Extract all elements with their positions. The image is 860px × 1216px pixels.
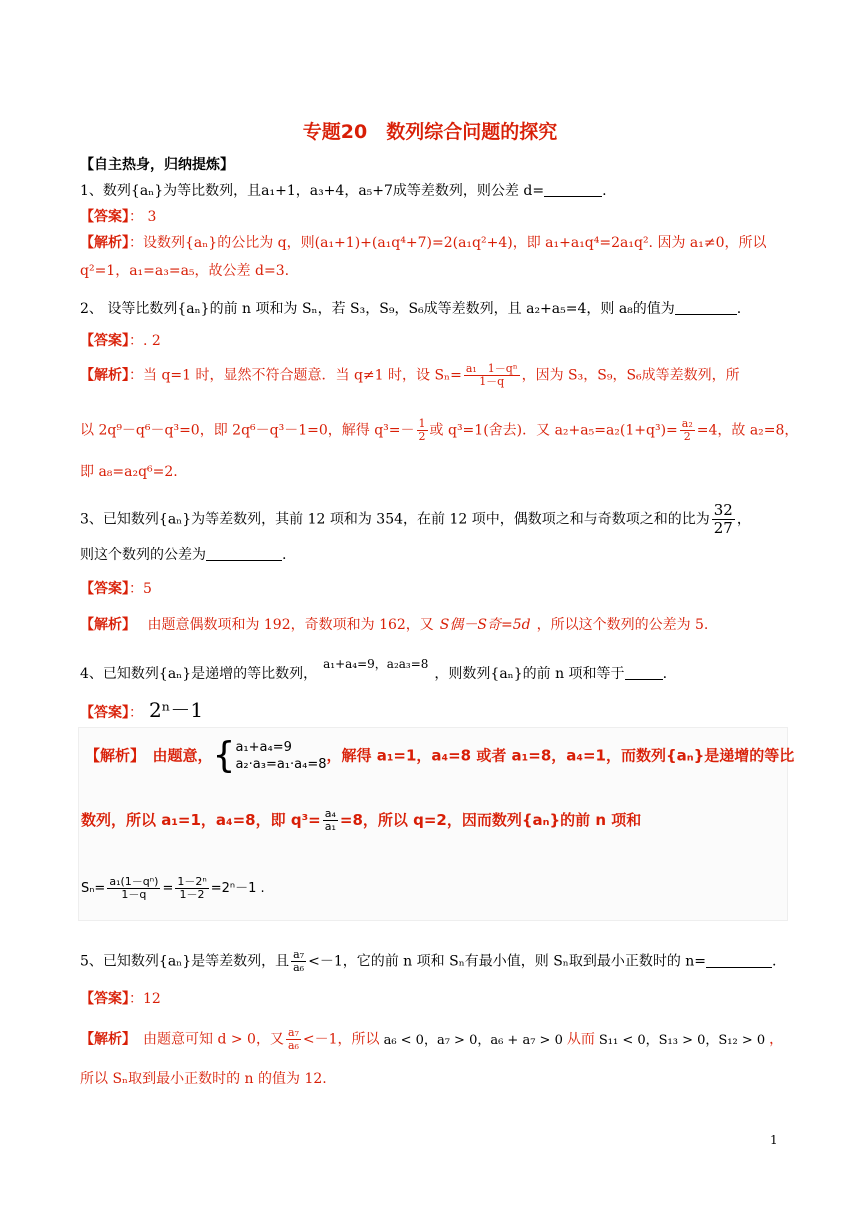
analysis-3-text-2: ，所以这个数列的公差为 5. xyxy=(536,617,709,633)
answer-4: 【答案】： 2ⁿ－1 xyxy=(80,698,204,722)
question-2: 2、 设等比数列{aₙ}的前 n 项和为 Sₙ，若 S₃，S₉，S₆成等差数列，且 a₂+a₅=4，则 a₈的值为 . xyxy=(80,301,742,317)
answer-tag: 【答案】 xyxy=(80,581,129,597)
fraction-numerator: 1－2ⁿ xyxy=(177,875,207,888)
analysis-5-end: ， xyxy=(769,1031,784,1048)
fraction-denominator: 1－q xyxy=(479,375,505,388)
analysis-2-text-4: 或 q³=1(舍去)．又 a₂+a₅=a₂(1+q³)= xyxy=(429,422,678,439)
question-1-text: 1、数列{aₙ}为等比数列，且a₁+1，a₃+4，a₅+7成等差数列，则公差 d= xyxy=(80,183,545,199)
question-3-text-2: 则这个数列的公差为 xyxy=(80,547,206,563)
question-1: 1、数列{aₙ}为等比数列，且a₁+1，a₃+4，a₅+7成等差数列，则公差 d= . xyxy=(80,183,607,199)
question-4-text-2: ，则数列{aₙ}的前 n 项和等于 xyxy=(434,666,625,682)
analysis-tag: 【解析】 xyxy=(85,746,138,765)
question-2-text: 2、 设等比数列{aₙ}的前 n 项和为 Sₙ，若 S₃，S₉，S₆成等差数列，且 a₂+a₅=4，则 a₈的值为 xyxy=(80,301,675,317)
page-title: 专题20 数列综合问题的探究 xyxy=(302,121,558,143)
analysis-1-line-1: 【解析】：设数列{aₙ}的公比为 q，则(a₁+1)+(a₁q⁴+7)=2(a₁q²+4)，即 a₁+a₁q⁴=2a₁q². 因为 a₁≠0，所以 xyxy=(80,235,767,251)
fraction xyxy=(175,876,208,901)
analysis-5-text-1: 由题意可知 d > 0，又 xyxy=(143,1031,284,1048)
analysis-1-line-2: q²=1，a₁=a₃=a₅，故公差 d=3. xyxy=(80,263,290,279)
equation-system xyxy=(235,739,326,773)
fraction-numerator: 32 xyxy=(713,501,733,519)
analysis-2-text-1: 当 q=1 时，显然不符合题意．当 q≠1 时，设 Sₙ= xyxy=(143,367,462,384)
fraction-numerator: a₇ xyxy=(287,1026,299,1039)
answer-blank xyxy=(544,182,602,197)
analysis-tag: 【解析】 xyxy=(80,235,129,251)
fraction xyxy=(464,363,520,388)
fraction-numerator: a₁(1－qⁿ) xyxy=(109,875,159,888)
analysis-4-rhs: =2ⁿ－1 . xyxy=(210,881,265,896)
analysis-2-line-2 xyxy=(80,418,798,443)
analysis-3-text-1: 由题意偶数项和为 192，奇数项和为 162，又 xyxy=(147,617,434,633)
question-3-line-1 xyxy=(80,502,751,537)
question-4-condition: a₁+a₄=9，a₂a₃=8 xyxy=(323,657,429,671)
analysis-5-line-2: 所以 Sₙ取到最小正数时的 n 的值为 12. xyxy=(80,1071,327,1087)
analysis-5-text-2: <－1，所以 xyxy=(302,1031,380,1048)
analysis-2-text-2: ，因为 S₃，S₉，S₆成等差数列，所 xyxy=(521,367,740,384)
question-4-text-1: 4、已知数列{aₙ}是递增的等比数列， xyxy=(80,666,318,682)
fraction-denominator: 1－2 xyxy=(179,888,205,901)
analysis-4-line-1: 【解析】 由题意，{ a₁+a₄=9 a₂·a₃=a₁·a₄=8 ，解得 a₁=1，a₄=8 或者 a₁=8，a₄=1，而数列{aₙ}是递增的等比 xyxy=(85,735,795,776)
page-number: 1 xyxy=(770,1133,778,1147)
answer-2: 【答案】：. 2 xyxy=(80,333,161,349)
section-heading: 【自主热身，归纳提炼】 xyxy=(80,157,234,173)
answer-blank xyxy=(706,953,772,968)
answer-blank xyxy=(206,546,282,561)
answer-4-value: 2ⁿ－1 xyxy=(149,698,204,722)
analysis-4-line-2 xyxy=(81,808,641,833)
analysis-4-text-2: ，解得 a₁=1，a₄=8 或者 a₁=8，a₄=1，而数列{aₙ}是递增的等比 xyxy=(326,746,795,765)
fraction xyxy=(107,876,160,901)
answer-5-value: 12 xyxy=(143,991,161,1007)
fraction-numerator: a₇ xyxy=(293,948,305,961)
fraction-denominator: 27 xyxy=(713,519,733,537)
fraction-numerator: a₂ xyxy=(681,417,693,430)
analysis-2-text-5: =4，故 a₂=8， xyxy=(696,422,799,439)
analysis-4-image xyxy=(78,727,795,921)
answer-blank xyxy=(625,665,663,680)
fraction-denominator: 2 xyxy=(418,430,426,443)
fraction xyxy=(323,808,338,833)
answer-5: 【答案】：12 xyxy=(80,991,161,1007)
answer-2-value: . 2 xyxy=(143,333,161,349)
question-4: 4、已知数列{aₙ}是递增的等比数列，a₁+a₄=9，a₂a₃=8，则数列{aₙ}的前 n 项和等于 . xyxy=(80,657,668,682)
fraction-denominator: 2 xyxy=(683,430,691,443)
analysis-2-text-3: 以 2q⁹－q⁶－q³=0，即 2q⁶－q³－1=0，解得 q³=－ xyxy=(80,422,415,439)
analysis-4-lhs: Sₙ= xyxy=(81,881,106,896)
analysis-4-text-4: =8，所以 q=2，因而数列{aₙ}的前 n 项和 xyxy=(339,811,642,829)
question-5-text-1: 5、已知数列{aₙ}是等差数列，且 xyxy=(80,953,290,970)
analysis-tag: 【解析】 xyxy=(80,1031,129,1048)
analysis-4-text-1: 由题意， xyxy=(152,746,213,765)
fraction xyxy=(712,502,735,537)
answer-3-value: 5 xyxy=(143,581,152,597)
fraction xyxy=(286,1027,301,1052)
fraction-denominator: 1－q xyxy=(121,888,147,901)
fraction-numerator: 1 xyxy=(418,417,426,430)
answer-1: 【答案】： 3 xyxy=(80,209,157,225)
equation-1: a₁+a₄=9 xyxy=(235,740,292,755)
answer-1-value: 3 xyxy=(147,209,157,225)
fraction-denominator: a₁ xyxy=(324,820,336,833)
question-3-text-1: 3、已知数列{aₙ}为等差数列，其前 12 项和为 354，在前 12 项中，偶数项之和与奇数项之和的比为 xyxy=(80,511,710,528)
fraction-denominator: a₆ xyxy=(293,961,305,974)
analysis-2-line-1: 【解析】：当 q=1 时，显然不符合题意．当 q≠1 时，设 Sₙ= $\frac{\text{a₁ 1－qⁿ}}{1-q}$ ，因为 S₃，S₉，S₆成等差数列，所 xyxy=(80,362,740,388)
analysis-4-line-3: Sₙ= $\frac{\text{a₁(1－qⁿ)}}{1-q}$ = $\frac{\text{1－2ⁿ}}{1-2}$ =2ⁿ－1 . xyxy=(81,875,265,901)
answer-tag: 【答案】 xyxy=(80,333,129,349)
answer-tag: 【答案】 xyxy=(80,209,129,225)
fraction-numerator: a₁ 1－qⁿ xyxy=(465,362,518,375)
fraction-denominator: a₆ xyxy=(287,1039,299,1052)
analysis-5-line-1 xyxy=(80,1027,783,1052)
analysis-5-condition: a₆ < 0，a₇ > 0，a₆ + a₇ > 0 xyxy=(383,1032,563,1048)
analysis-tag: 【解析】 xyxy=(80,367,129,384)
analysis-3 xyxy=(80,615,708,635)
question-3-text-1-end: ， xyxy=(736,511,751,528)
fraction xyxy=(291,949,306,974)
question-5: 5、已知数列{aₙ}是等差数列，且 $\frac{\text{a₇}}{\text{a₆}}$ <－1，它的前 n 项和 Sₙ有最小值，则 Sₙ取到最小正数时的 n= . xyxy=(80,948,777,974)
fraction xyxy=(680,418,695,443)
analysis-5-conjunction: 从而 xyxy=(566,1031,595,1048)
analysis-5-sums: S₁₁ < 0，S₁₃ > 0，S₁₂ > 0 xyxy=(598,1032,766,1048)
answer-blank xyxy=(675,300,737,315)
question-5-text-2: <－1，它的前 n 项和 Sₙ有最小值，则 Sₙ取到最小正数时的 n= xyxy=(308,953,707,970)
answer-tag: 【答案】 xyxy=(80,991,129,1007)
analysis-2-line-3: 即 a₈=a₂q⁶=2. xyxy=(80,464,178,480)
analysis-4-text-3: 数列，所以 a₁=1，a₄=8，即 q³= xyxy=(81,811,321,829)
question-3-line-2: 则这个数列的公差为 . xyxy=(80,547,287,563)
answer-tag: 【答案】 xyxy=(80,705,129,721)
analysis-3-formula: S偶－S奇=5d xyxy=(439,617,531,633)
fraction xyxy=(417,418,428,443)
answer-3: 【答案】：5 xyxy=(80,581,152,597)
analysis-1-text-1: 设数列{aₙ}的公比为 q，则(a₁+1)+(a₁q⁴+7)=2(a₁q²+4)，即 a₁+a₁q⁴=2a₁q². 因为 a₁≠0，所以 xyxy=(143,235,767,251)
analysis-tag: 【解析】 xyxy=(80,617,129,633)
fraction-numerator: a₄ xyxy=(324,807,336,820)
equation-2: a₂·a₃=a₁·a₄=8 xyxy=(235,757,327,772)
